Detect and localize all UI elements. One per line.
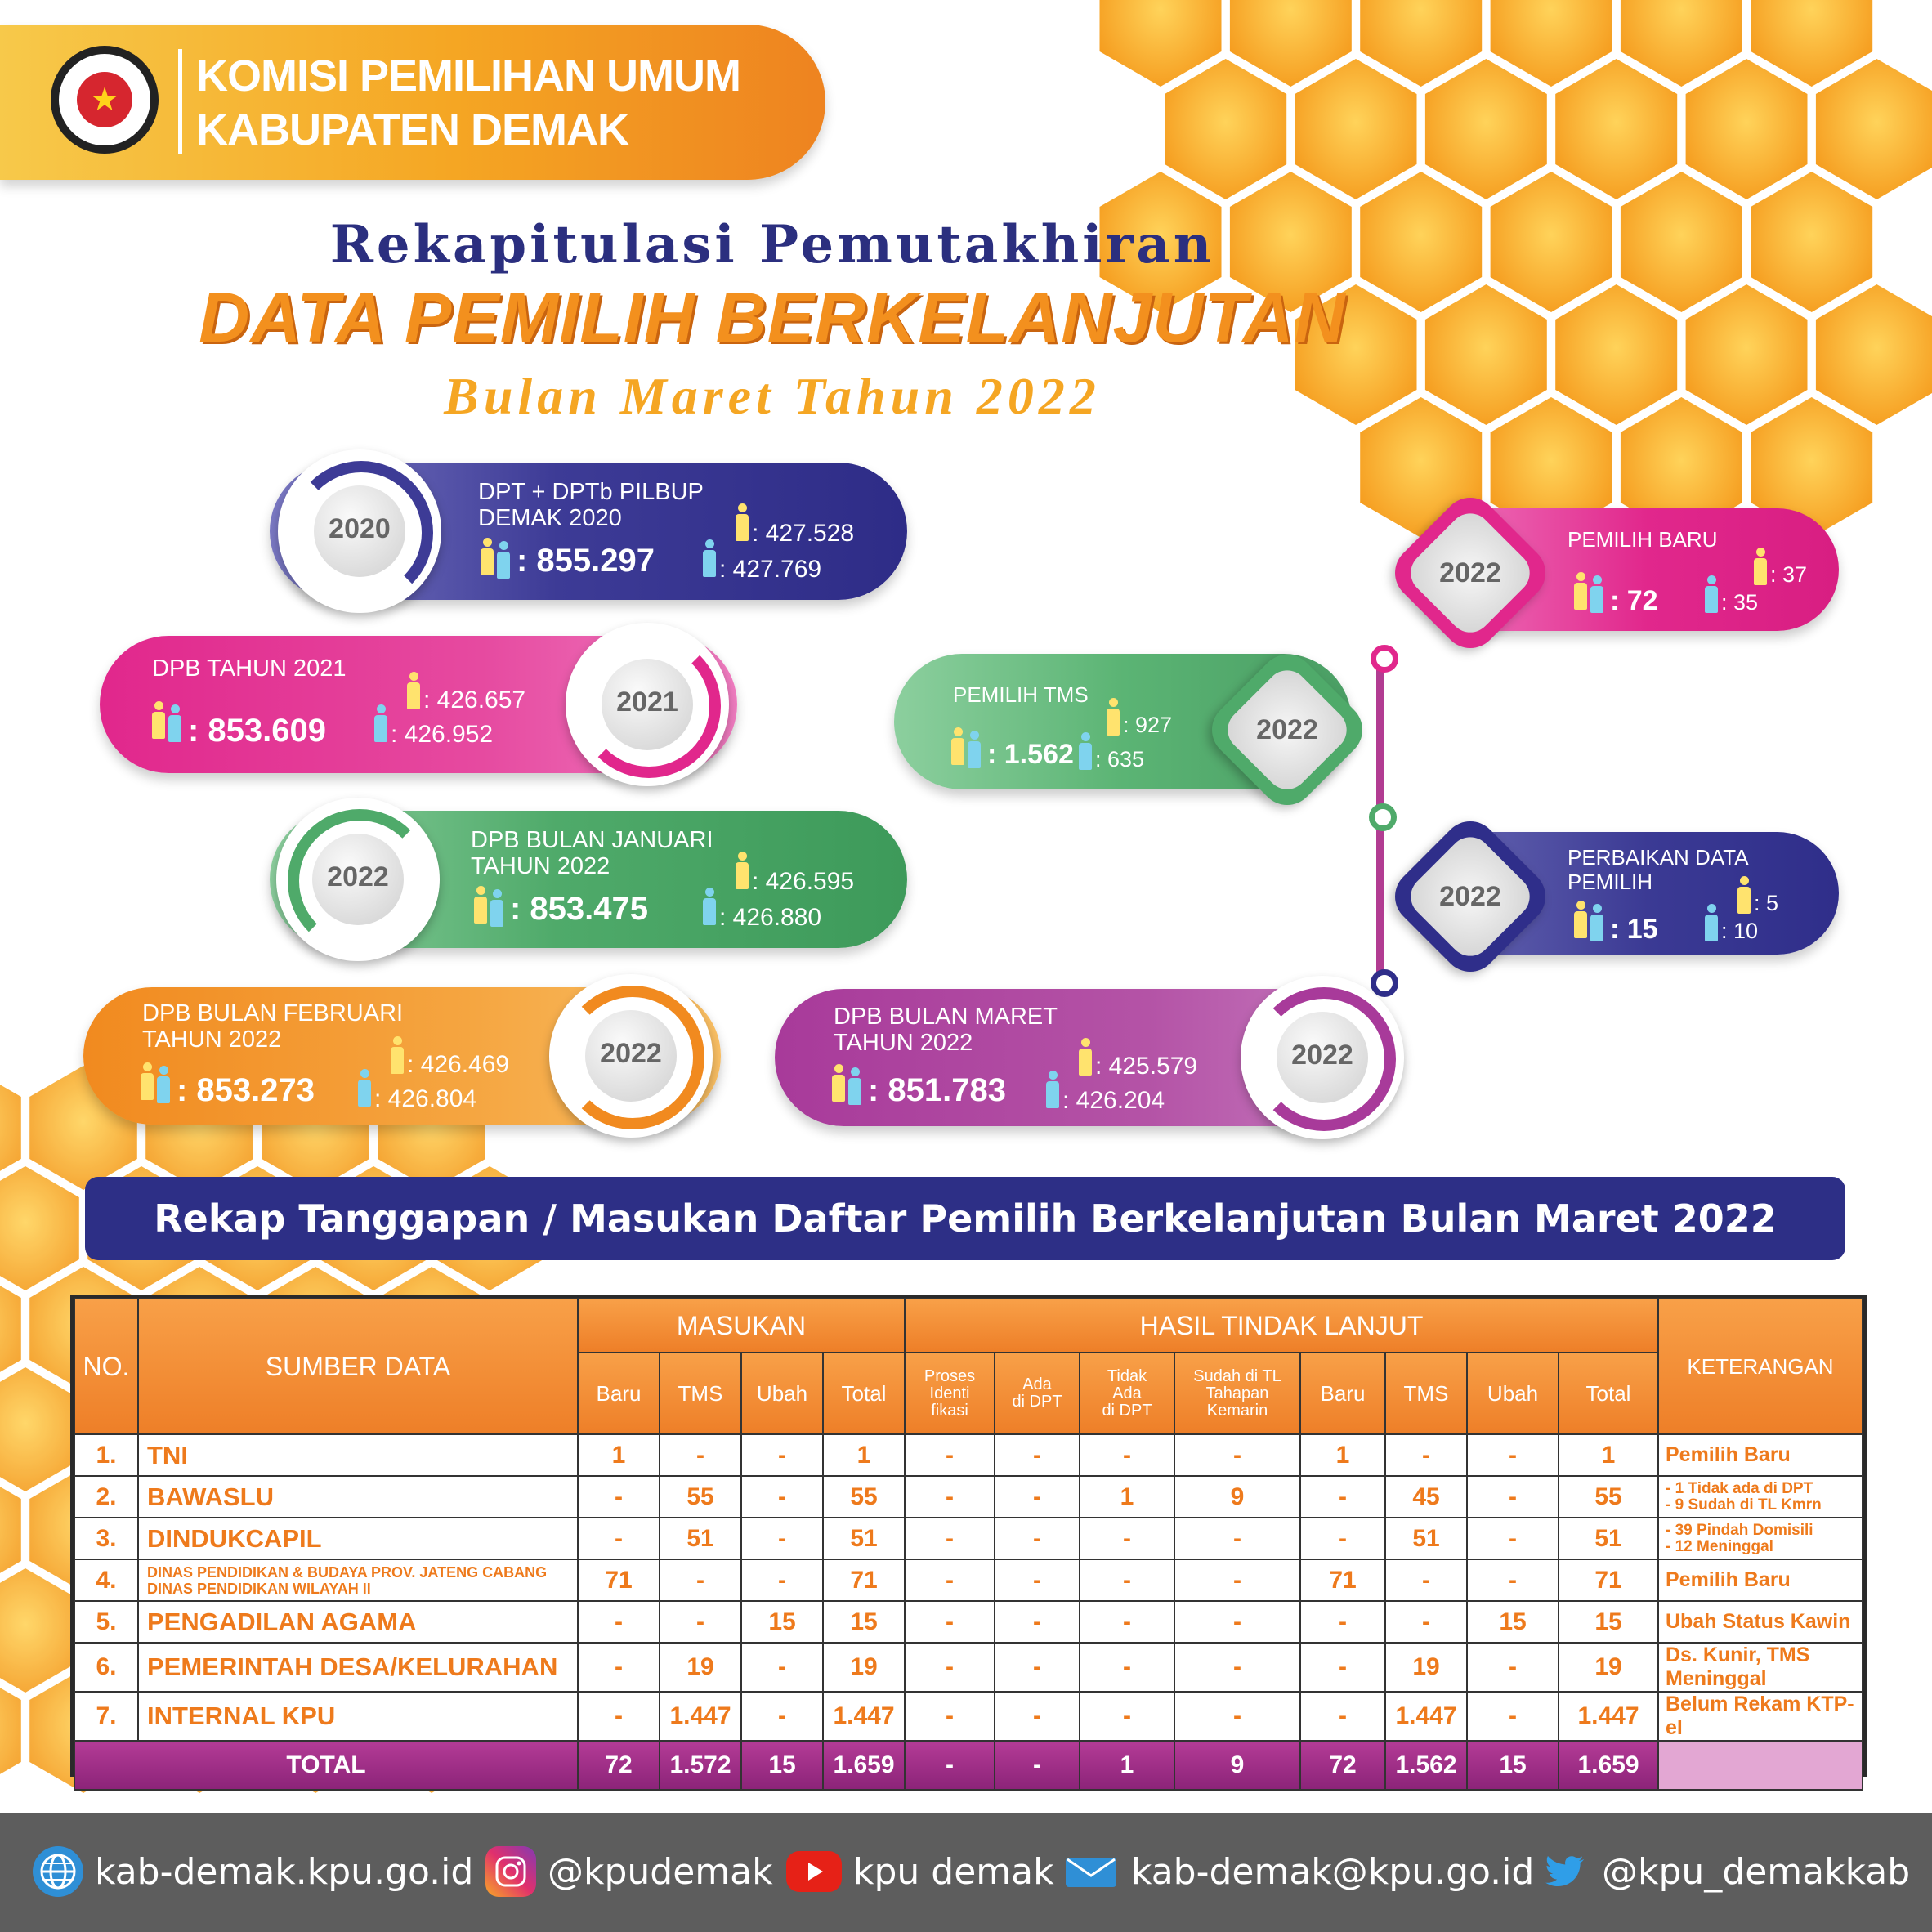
table-cell: - [578,1692,660,1741]
table-cell: 55 [823,1476,905,1518]
table-cell: 1.447 [823,1692,905,1741]
table-row [74,1643,1863,1692]
table-row [74,1559,1863,1601]
table-cell: 71 [1300,1559,1385,1601]
row-note: Ds. Kunir, TMS Meninggal [1658,1643,1863,1692]
table-cell: - [995,1601,1080,1643]
title-line3: Bulan Maret Tahun 2022 [444,367,1101,425]
twitter-icon [1540,1846,1590,1897]
male-person-icon [1754,548,1767,585]
table-cell: - [1467,1434,1559,1476]
card-male-value: : 927 [1123,713,1173,737]
card-total: : 853.609 [188,713,327,749]
total-cell: 15 [1467,1741,1559,1790]
honeycomb-cell [0,1367,79,1491]
total-cell: 9 [1174,1741,1300,1790]
row-note: - 39 Pindah Domisili - 12 Meninggal [1658,1518,1863,1559]
male-person-icon [951,727,964,765]
table-cell: 51 [660,1518,741,1559]
footer-instagram[interactable] [485,1845,773,1898]
honeycomb-cell [0,1568,79,1693]
honeycomb-cell [1295,59,1417,199]
table-cell: - [995,1476,1080,1518]
table-cell: - [905,1643,995,1692]
male-person-icon [152,701,165,739]
col-header-no: NO. [74,1299,138,1434]
table-cell: - [905,1434,995,1476]
table-cell: 51 [823,1518,905,1559]
table-cell: - [741,1434,823,1476]
card-label: PEMILIH TMS [953,682,1089,707]
row-note: Belum Rekam KTP-el [1658,1692,1863,1741]
card-label: DPB TAHUN 2021 [152,655,347,682]
female-person-icon [703,888,716,925]
table-cell: 55 [660,1476,741,1518]
table-cell: - [1174,1559,1300,1601]
total-cell: 1.562 [1385,1741,1467,1790]
row-source: TNI [138,1434,578,1476]
total-cell: 1 [1080,1741,1174,1790]
female-person-icon [848,1067,861,1105]
female-person-icon [1705,904,1718,941]
table-cell: 51 [1385,1518,1467,1559]
table-cell: 1 [1300,1434,1385,1476]
card-total: : 853.475 [510,891,649,927]
male-person-icon [407,672,420,709]
email-icon [1062,1846,1120,1897]
col-header-hasil-baru: Baru [1300,1353,1385,1434]
card-female-value: : 35 [1721,590,1759,615]
footer-instagram-text: @kpudemak [548,1850,773,1893]
table-row [74,1434,1863,1476]
col-header-proses: Proses Identi fikasi [905,1353,995,1434]
table-cell: - [1174,1518,1300,1559]
table-cell: - [1300,1601,1385,1643]
female-person-icon [703,539,716,577]
table-cell: - [905,1476,995,1518]
table-cell: - [1385,1559,1467,1601]
card-male-value: : 425.579 [1095,1053,1198,1080]
table-cell: - [741,1518,823,1559]
year-label: 2022 [1291,1040,1353,1071]
honeycomb-cell [1555,284,1677,425]
male-person-icon [1107,698,1120,736]
table-cell: - [1300,1643,1385,1692]
male-person-icon [832,1064,845,1102]
footer-email-text: kab-demak@kpu.go.id [1131,1850,1535,1893]
card-male-value: : 37 [1770,562,1808,587]
card-total: : 851.783 [868,1072,1007,1108]
table-cell: - [1174,1643,1300,1692]
year-ring [276,798,440,961]
header-divider [178,49,182,154]
recap-table [70,1295,1867,1777]
total-cell: 1.659 [823,1741,905,1790]
total-cell: 1.572 [660,1741,741,1790]
card-label: DPB BULAN MARET TAHUN 2022 [834,1004,1058,1056]
footer-youtube[interactable] [786,1845,1054,1898]
table-cell: - [578,1643,660,1692]
table-cell: - [660,1559,741,1601]
row-number: 4. [74,1559,138,1601]
col-header-masukan-tms: TMS [660,1353,741,1434]
footer-twitter-text: @kpu_demakkab [1602,1850,1911,1893]
row-source: INTERNAL KPU [138,1692,578,1741]
year-label: 2022 [1439,557,1501,588]
male-person-icon [481,538,494,575]
card-male-value: : 427.528 [752,520,855,547]
card-label: DPT + DPTb PILBUP DEMAK 2020 [478,479,704,531]
row-number: 5. [74,1601,138,1643]
table-body [74,1434,1863,1790]
male-person-icon [736,503,749,541]
table-cell: - [905,1518,995,1559]
table-cell: - [995,1643,1080,1692]
total-cell: - [995,1741,1080,1790]
table-cell: - [995,1518,1080,1559]
table-cell: - [1467,1476,1559,1518]
table-banner: Rekap Tanggapan / Masukan Daftar Pemilih Berkelanjutan Bulan Maret 2022 [85,1177,1845,1260]
year-ring [549,974,713,1138]
card-male-value: : 426.595 [752,868,855,895]
year-label: 2022 [600,1038,662,1069]
table-cell: - [1385,1601,1467,1643]
table-cell: - [1174,1601,1300,1643]
row-note: - 1 Tidak ada di DPT - 9 Sudah di TL Kmrn [1658,1476,1863,1518]
honeycomb-cell [1816,284,1932,425]
col-header-ada-dpt: Ada di DPT [995,1353,1080,1434]
table-cell: - [1174,1434,1300,1476]
garuda-icon: ★ [90,81,119,119]
table-cell: - [1174,1692,1300,1741]
table-cell: 1.447 [1385,1692,1467,1741]
footer-youtube-text: kpu demak [853,1850,1054,1893]
total-cell: 1.659 [1559,1741,1658,1790]
table-cell: 1 [1080,1476,1174,1518]
table-cell: - [1467,1692,1559,1741]
card-female-value: : 426.804 [374,1085,477,1112]
footer-website[interactable] [33,1845,473,1898]
table-cell: - [1080,1518,1174,1559]
total-label: TOTAL [74,1741,578,1790]
table-cell: 1.447 [1559,1692,1658,1741]
year-ring [278,449,441,613]
table-cell: - [1080,1434,1174,1476]
card-male-value: : 5 [1754,891,1779,915]
table-cell: 1 [823,1434,905,1476]
card-label: DPB BULAN JANUARI TAHUN 2022 [471,827,713,879]
year-label: 2021 [616,686,678,718]
card-total: : 15 [1610,914,1658,945]
org-name-line2: KABUPATEN DEMAK [196,105,628,154]
table-cell: - [1385,1434,1467,1476]
table-row [74,1476,1863,1518]
table-cell: - [1300,1476,1385,1518]
row-note: Pemilih Baru [1658,1434,1863,1476]
instagram-icon [485,1846,536,1897]
col-header-masukan: MASUKAN [578,1299,905,1353]
honeycomb-cell [1686,59,1808,199]
col-header-keterangan: KETERANGAN [1658,1299,1863,1434]
male-person-icon [1737,876,1751,914]
card-female-value: : 426.952 [391,721,494,748]
card-total: : 855.297 [517,543,655,579]
table-cell: - [1080,1601,1174,1643]
row-number: 6. [74,1643,138,1692]
female-person-icon [490,889,503,927]
year-ring [1241,976,1404,1139]
card-label: PERBAIKAN DATA PEMILIH [1568,845,1749,894]
table-cell: 1.447 [660,1692,741,1741]
honeycomb-cell [1425,59,1547,199]
card-total: : 853.273 [177,1072,315,1108]
table-cell: - [995,1692,1080,1741]
card-male-value: : 426.469 [407,1051,510,1078]
female-person-icon [497,541,510,579]
title-line2: DATA PEMILIH BERKELANJUTAN [199,279,1346,357]
year-label: 2022 [1256,714,1318,745]
row-number: 1. [74,1434,138,1476]
timeline-dot [1371,645,1398,673]
table-cell: - [741,1643,823,1692]
card-female-value: : 426.204 [1062,1087,1165,1114]
honeycomb-cell [1555,59,1677,199]
table-cell: 15 [1467,1601,1559,1643]
table-cell: - [1080,1559,1174,1601]
col-header-hasil: HASIL TINDAK LANJUT [905,1299,1658,1353]
table-cell: - [741,1559,823,1601]
table-cell: 19 [1559,1643,1658,1692]
card-female-value: : 426.880 [719,904,822,931]
female-person-icon [157,1066,170,1103]
table-cell: 15 [823,1601,905,1643]
row-source: BAWASLU [138,1476,578,1518]
table-cell: 51 [1559,1518,1658,1559]
org-name-line1: KOMISI PEMILIHAN UMUM [196,51,740,101]
table-cell: 45 [1385,1476,1467,1518]
honeycomb-cell [1621,172,1742,312]
honeycomb-cell [1816,59,1932,199]
col-header-masukan-total: Total [823,1353,905,1434]
total-cell: - [905,1741,995,1790]
table-cell: - [1467,1643,1559,1692]
youtube-icon [786,1851,842,1892]
table-cell: - [1300,1518,1385,1559]
female-person-icon [1705,575,1718,613]
title-line1: Rekapitulasi Pemutakhiran [329,214,1215,275]
col-header-source: SUMBER DATA [138,1299,578,1434]
table-cell: - [1080,1643,1174,1692]
year-label: 2020 [329,513,391,544]
footer-website-text: kab-demak.kpu.go.id [95,1850,474,1893]
card-label: DPB BULAN FEBRUARI TAHUN 2022 [142,1000,404,1053]
footer-twitter[interactable] [1540,1845,1910,1898]
table-cell: 55 [1559,1476,1658,1518]
table-cell: - [741,1476,823,1518]
col-header-masukan-ubah: Ubah [741,1353,823,1434]
female-person-icon [968,731,981,768]
table-cell: 19 [1385,1643,1467,1692]
footer-email[interactable] [1062,1845,1534,1898]
table-cell: - [660,1434,741,1476]
honeycomb-cell [1165,59,1286,199]
female-person-icon [358,1069,371,1107]
table-row [74,1692,1863,1741]
timeline-dot [1371,969,1398,997]
row-source: PENGADILAN AGAMA [138,1601,578,1643]
female-person-icon [1590,575,1603,613]
male-person-icon [1079,1038,1092,1076]
col-header-masukan-baru: Baru [578,1353,660,1434]
table-cell: 1 [1559,1434,1658,1476]
table-cell: - [1300,1692,1385,1741]
row-source: DINAS PENDIDIKAN & BUDAYA PROV. JATENG CABANG DINAS PENDIDIKAN WILAYAH II [138,1559,578,1601]
table-cell: 71 [823,1559,905,1601]
total-cell: 15 [741,1741,823,1790]
col-header-hasil-tms: TMS [1385,1353,1467,1434]
card-label: PEMILIH BARU [1568,527,1718,552]
table-cell: 71 [578,1559,660,1601]
table-cell: 1 [578,1434,660,1476]
male-person-icon [1574,572,1587,610]
male-person-icon [736,852,749,889]
table-cell: 9 [1174,1476,1300,1518]
table-cell: - [1467,1559,1559,1601]
female-person-icon [374,704,387,742]
table-cell: 15 [1559,1601,1658,1643]
table-total-row [74,1741,1863,1790]
kpu-logo [51,46,159,154]
col-header-hasil-total: Total [1559,1353,1658,1434]
table-cell: 15 [741,1601,823,1643]
table-cell: - [578,1476,660,1518]
col-header-tidak-ada: Tidak Ada di DPT [1080,1353,1174,1434]
table-cell: - [1467,1518,1559,1559]
table-cell: - [741,1692,823,1741]
table-row [74,1601,1863,1643]
table-cell: - [578,1518,660,1559]
col-header-sudah-tl: Sudah di TL Tahapan Kemarin [1174,1353,1300,1434]
male-person-icon [141,1062,154,1100]
table-cell: - [905,1601,995,1643]
globe-icon [33,1846,83,1897]
female-person-icon [168,704,181,742]
female-person-icon [1590,904,1603,941]
row-note: Pemilih Baru [1658,1559,1863,1601]
table-cell: - [1080,1692,1174,1741]
row-number: 2. [74,1476,138,1518]
total-cell: 72 [1300,1741,1385,1790]
male-person-icon [474,886,487,924]
honeycomb-cell [1751,172,1872,312]
year-label: 2022 [327,861,389,892]
year-ring [566,623,729,786]
card-total: : 1.562 [987,739,1074,770]
female-person-icon [1046,1071,1059,1108]
male-person-icon [391,1036,404,1074]
card-male-value: : 426.657 [423,686,526,713]
card-female-value: : 635 [1095,747,1145,771]
row-source: DINDUKCAPIL [138,1518,578,1559]
table-cell: - [905,1692,995,1741]
card-female-value: : 10 [1721,919,1759,943]
table-row [74,1518,1863,1559]
table-cell: - [995,1434,1080,1476]
row-source: PEMERINTAH DESA/KELURAHAN [138,1643,578,1692]
table-cell: 19 [823,1643,905,1692]
table-cell: - [660,1601,741,1643]
row-number: 3. [74,1518,138,1559]
total-cell: 72 [578,1741,660,1790]
male-person-icon [1574,901,1587,938]
honeycomb-cell [0,1166,79,1290]
total-note-empty [1658,1741,1863,1790]
table-cell: - [995,1559,1080,1601]
table-cell: - [578,1601,660,1643]
card-total: : 72 [1610,585,1658,616]
card-female-value: : 427.769 [719,556,822,583]
table-cell: 71 [1559,1559,1658,1601]
row-number: 7. [74,1692,138,1741]
honeycomb-cell [1686,284,1808,425]
table-cell: - [905,1559,995,1601]
female-person-icon [1079,732,1092,770]
col-header-hasil-ubah: Ubah [1467,1353,1559,1434]
timeline-dot [1369,803,1397,831]
row-note: Ubah Status Kawin [1658,1601,1863,1643]
logo-emblem [77,72,132,127]
year-label: 2022 [1439,881,1501,912]
table-cell: 19 [660,1643,741,1692]
